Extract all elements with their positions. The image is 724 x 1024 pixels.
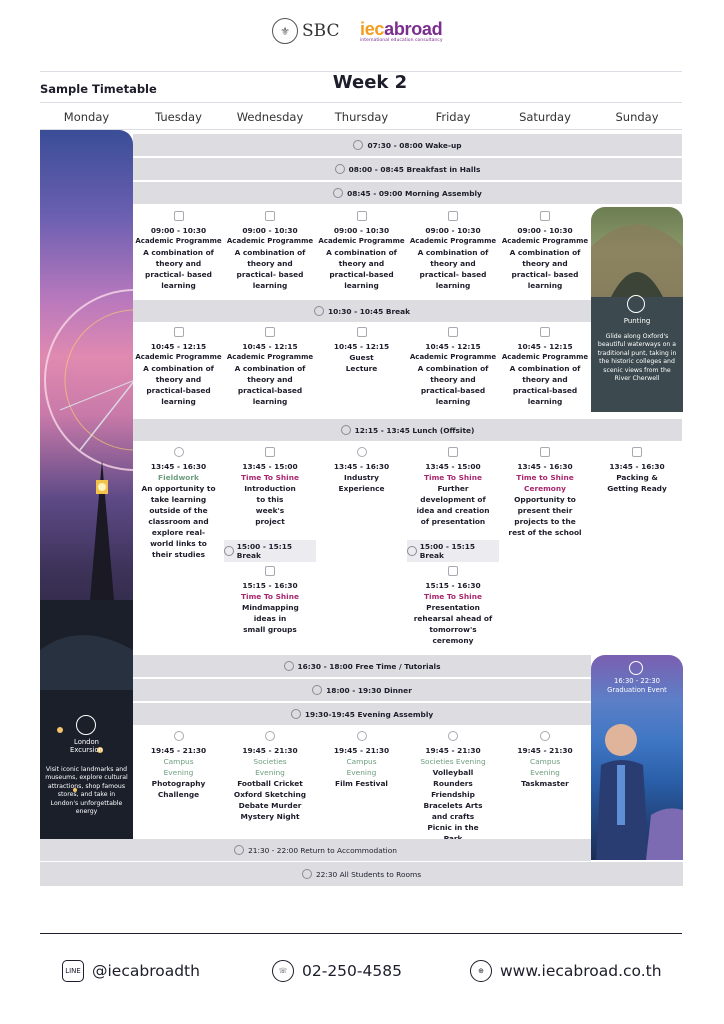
chat-icon: [284, 661, 294, 671]
paddle-icon: [627, 295, 645, 313]
website-link[interactable]: www.iecabroad.co.th: [500, 962, 662, 980]
activity-type: Time to Shine Ceremony: [516, 473, 574, 493]
iecabroad-logo: [360, 20, 460, 46]
activity-time: 13:45 - 16:30: [333, 462, 390, 471]
row-rooms-text: 22:30 All Students to Rooms: [315, 869, 422, 879]
session-desc: A combination of theory and practical-based learning: [509, 364, 581, 406]
evening-type: Campus: [163, 757, 194, 766]
cell-sun-afternoon: [591, 444, 683, 654]
row-break1-text: 10:30 - 10:45 Break: [327, 306, 411, 316]
cell-sat-evening: [499, 728, 591, 838]
people-icon: [357, 731, 367, 741]
session-title: Academic Programme: [501, 353, 589, 361]
food-icon: [341, 425, 351, 435]
book-icon: [174, 211, 184, 221]
punting-desc: Glide along Oxford's beautiful waterways on a traditional punt, taking in the historic colleges and scenic views from the River Cherwell: [597, 333, 677, 383]
footer-web[interactable]: [470, 958, 662, 984]
session-time: 09:00 - 10:30: [242, 226, 298, 235]
activity-desc: Further development of idea and creation of presentation: [416, 484, 490, 526]
globe-icon: ⊕: [470, 960, 492, 982]
activity-type: Time To Shine: [424, 473, 482, 482]
session-title: Academic Programme: [501, 237, 589, 245]
punting-title: Punting: [623, 317, 651, 325]
activity-desc: Mindmapping ideas in small groups: [242, 603, 299, 634]
session-title: Academic Programme: [226, 353, 314, 361]
evening-type: Campus: [346, 757, 377, 766]
gear-icon: [357, 447, 367, 457]
cell-thu-session2: [316, 324, 407, 416]
cell-wed-afternoon: [224, 444, 316, 539]
cell-sat-afternoon: [499, 444, 591, 654]
iec-tagline: international education consultancy: [360, 38, 443, 43]
row-assembly: [133, 182, 682, 204]
activity-desc: Presentation rehearsal ahead of tomorrow's ceremony: [413, 603, 493, 645]
people-icon: [265, 731, 275, 741]
session-desc: A combination of theory and practical-based learning: [417, 364, 489, 406]
session-title: Academic Programme: [226, 237, 314, 245]
star-icon: [265, 447, 275, 457]
session-time: 10:45 - 12:15: [517, 342, 573, 351]
star-icon: [448, 566, 458, 576]
activity-desc: Industry Experience: [338, 473, 385, 493]
session-title: Academic Programme: [318, 237, 405, 245]
evening-time: 19:45 - 21:30: [517, 746, 573, 755]
iec-logo-part-a: iec: [360, 19, 385, 39]
clock-icon: [407, 546, 417, 556]
row-lunch-text: 12:15 - 13:45 Lunch (Offsite): [354, 425, 475, 435]
day-tuesday: Tuesday: [155, 110, 202, 124]
graduation-panel: [591, 655, 683, 860]
cell-thu-session1: [316, 208, 407, 300]
session-time: 10:45 - 12:15: [333, 342, 390, 351]
row-free-time: [133, 655, 591, 677]
session-time: 10:45 - 12:15: [150, 342, 207, 351]
sbc-seal-icon: ⚜: [272, 18, 298, 44]
session-title: Academic Programme: [135, 353, 222, 361]
megaphone-icon: [291, 709, 301, 719]
session-time: 10:45 - 12:15: [425, 342, 481, 351]
cell-fri-evening: [407, 728, 499, 838]
evening-time: 19:45 - 21:30: [425, 746, 481, 755]
evening-desc: Volleyball Rounders Friendship Bracelets Arts and crafts Picnic in the: [423, 768, 483, 832]
session-time: 10:45 - 12:15: [242, 342, 298, 351]
activity-time: 13:45 - 16:30: [150, 462, 207, 471]
moon-icon: [302, 869, 312, 879]
wed-break: [224, 540, 316, 562]
footer-divider: [40, 933, 682, 934]
evening-time: 19:45 - 21:30: [333, 746, 390, 755]
wed-break-text: 15:00 - 15:15 Break: [236, 542, 292, 560]
evening-type: Societies Evening: [420, 757, 486, 766]
clock-icon: [224, 546, 234, 556]
evening-type: Evening: [255, 768, 285, 777]
star-icon: [540, 447, 550, 457]
cell-fri-session2: [407, 324, 499, 416]
row-rooms: [40, 862, 683, 886]
day-saturday: Saturday: [519, 110, 571, 124]
star-icon: [448, 447, 458, 457]
activity-type: Time To Shine: [241, 473, 299, 482]
phone-icon: ☏: [272, 960, 294, 982]
session-time: 09:00 - 10:30: [425, 226, 481, 235]
plate-icon: [312, 685, 322, 695]
london-excursion-panel: [40, 130, 133, 840]
cell-sat-session1: [499, 208, 591, 300]
evening-desc: Taskmaster: [521, 779, 569, 788]
session-desc: A combination of theory and practical-based learning: [326, 248, 397, 290]
session-title: Academic Programme: [135, 237, 222, 245]
activity-type: Fieldwork: [158, 473, 199, 482]
day-wednesday: Wednesday: [236, 110, 304, 124]
cell-tue-evening: [133, 728, 224, 838]
fri-break-text: 15:00 - 15:15 Break: [419, 542, 475, 560]
day-monday: Monday: [63, 110, 110, 124]
cell-fri-session1: [407, 208, 499, 300]
row-break1: [133, 300, 591, 322]
cell-fri-afternoon: [407, 444, 499, 539]
row-wakeup: [133, 134, 682, 156]
row-return: [40, 839, 591, 861]
footer-phone[interactable]: [272, 958, 402, 984]
day-sunday: Sunday: [615, 110, 659, 124]
row-lunch: [133, 419, 682, 441]
london-title-b: Excursion: [70, 746, 103, 755]
book-icon: [448, 327, 458, 337]
session-time: 09:00 - 10:30: [150, 226, 207, 235]
celebration-icon: [629, 661, 643, 675]
london-excursion-desc: Visit iconic landmarks and museums, explore cultural attractions, shop famous stores, and take in London's unforgettable energy: [45, 766, 128, 816]
punting-panel: [591, 207, 683, 412]
activity-time: 13:45 - 15:00: [425, 462, 481, 471]
activity-time: 15:15 - 16:30: [425, 581, 481, 590]
day-thursday: Thursday: [334, 110, 389, 124]
divider: [40, 102, 682, 103]
row-dinner: [133, 679, 591, 701]
line-handle[interactable]: @iecabroadth: [92, 962, 200, 980]
london-title-a: London: [74, 738, 99, 746]
session-desc: A combination of theory and practical- based learning: [143, 248, 214, 290]
bed-icon: [234, 845, 244, 855]
activity-desc: An opportunity to take learning outside of the classroom and explore real-world links to their studies: [141, 484, 216, 559]
footer-line[interactable]: [62, 958, 200, 984]
activity-type: Time To Shine: [424, 592, 482, 601]
cell-wed-session1: [224, 208, 316, 300]
row-evening-assembly: [133, 703, 591, 725]
session-desc: A combination of theory and practical-based learning: [234, 364, 306, 406]
evening-desc: Film Festival: [335, 779, 388, 788]
cell-tue-session2: [133, 324, 224, 416]
week-title: Week 2: [332, 72, 408, 93]
line-app-icon: LINE: [62, 960, 84, 982]
megaphone-icon: [333, 188, 343, 198]
evening-type: Societies: [253, 757, 287, 766]
row-evening-assembly-text: 19:30-19:45 Evening Assembly: [304, 709, 434, 719]
cell-wed-afternoon2: [224, 563, 316, 654]
book-icon: [540, 211, 550, 221]
row-free-time-text: 16:30 - 18:00 Free Time / Tutorials: [297, 661, 441, 671]
activity-type: Time To Shine: [241, 592, 299, 601]
session-desc: Lecture: [345, 364, 378, 373]
cell-sat-session2: [499, 324, 591, 416]
book-icon: [448, 211, 458, 221]
evening-desc: Photography Challenge: [151, 779, 206, 799]
sample-timetable-label: Sample Timetable: [40, 82, 157, 96]
activity-desc: Opportunity to present their projects to the rest of the school: [508, 495, 582, 537]
graduation-title: Graduation Event: [607, 686, 667, 694]
session-title: Academic Programme: [409, 353, 497, 361]
book-icon: [540, 327, 550, 337]
fri-break: [407, 540, 499, 562]
star-icon: [265, 566, 275, 576]
row-breakfast-text: 08:00 - 08:45 Breakfast in Halls: [348, 164, 481, 174]
activity-time: 13:45 - 16:30: [609, 462, 665, 471]
graduation-time: 16:30 - 22:30: [614, 677, 660, 685]
sbc-logo-text: SBC: [302, 21, 340, 41]
leaf-icon: [76, 715, 96, 735]
evening-desc: Football Cricket Oxford Sketching Debate Murder Mystery Night: [233, 779, 307, 821]
book-icon: [265, 211, 275, 221]
cell-wed-evening: [224, 728, 316, 838]
cell-fri-afternoon2: [407, 563, 499, 654]
session-desc: A combination of theory and practical- based learning: [417, 248, 489, 290]
book-icon: [357, 211, 367, 221]
magnifier-icon: [174, 447, 184, 457]
evening-time: 19:45 - 21:30: [150, 746, 207, 755]
session-desc: A combination of theory and practical- based learning: [509, 248, 581, 290]
cell-tue-afternoon: [133, 444, 224, 654]
speaker-icon: [357, 327, 367, 337]
book-icon: [174, 327, 184, 337]
plate-icon: [335, 164, 345, 174]
iec-logo-part-b: abroad: [384, 19, 443, 39]
session-title: Academic Programme: [409, 237, 497, 245]
activity-desc: Packing & Getting Ready: [607, 473, 667, 493]
clock-icon: [314, 306, 324, 316]
row-assembly-text: 08:45 - 09:00 Morning Assembly: [347, 188, 482, 198]
activity-time: 15:15 - 16:30: [242, 581, 298, 590]
people-icon: [174, 731, 184, 741]
alarm-clock-icon: [353, 140, 363, 150]
activity-desc: Introduction to this week's project: [244, 484, 296, 526]
session-title: Guest: [349, 353, 374, 362]
london-excursion-title: [42, 738, 131, 755]
evening-type: Evening: [530, 768, 560, 777]
row-return-text: 21:30 - 22:00 Return to Accommodation: [248, 845, 397, 855]
phone-number[interactable]: 02-250-4585: [302, 962, 402, 980]
session-desc: A combination of theory and practical- based learning: [234, 248, 306, 290]
cell-thu-afternoon: [316, 444, 407, 654]
evening-type: Evening: [346, 768, 377, 777]
divider: [40, 129, 682, 130]
suitcase-icon: [632, 447, 642, 457]
book-icon: [265, 327, 275, 337]
row-dinner-text: 18:00 - 19:30 Dinner: [326, 685, 412, 695]
day-friday: Friday: [435, 110, 471, 124]
session-time: 09:00 - 10:30: [333, 226, 390, 235]
cell-wed-session2: [224, 324, 316, 416]
cell-tue-session1: [133, 208, 224, 300]
session-desc: A combination of theory and practical-based learning: [143, 364, 214, 406]
evening-type: Campus: [529, 757, 561, 766]
evening-type: Evening: [163, 768, 194, 777]
session-time: 09:00 - 10:30: [517, 226, 573, 235]
activity-time: 13:45 - 16:30: [517, 462, 573, 471]
row-breakfast: [133, 158, 682, 180]
activity-time: 13:45 - 15:00: [242, 462, 298, 471]
people-icon: [540, 731, 550, 741]
people-icon: [448, 731, 458, 741]
evening-time: 19:45 - 21:30: [242, 746, 298, 755]
sbc-logo: [272, 16, 342, 46]
row-wakeup-text: 07:30 - 08:00 Wake-up: [367, 140, 462, 150]
cell-thu-evening: [316, 728, 407, 838]
